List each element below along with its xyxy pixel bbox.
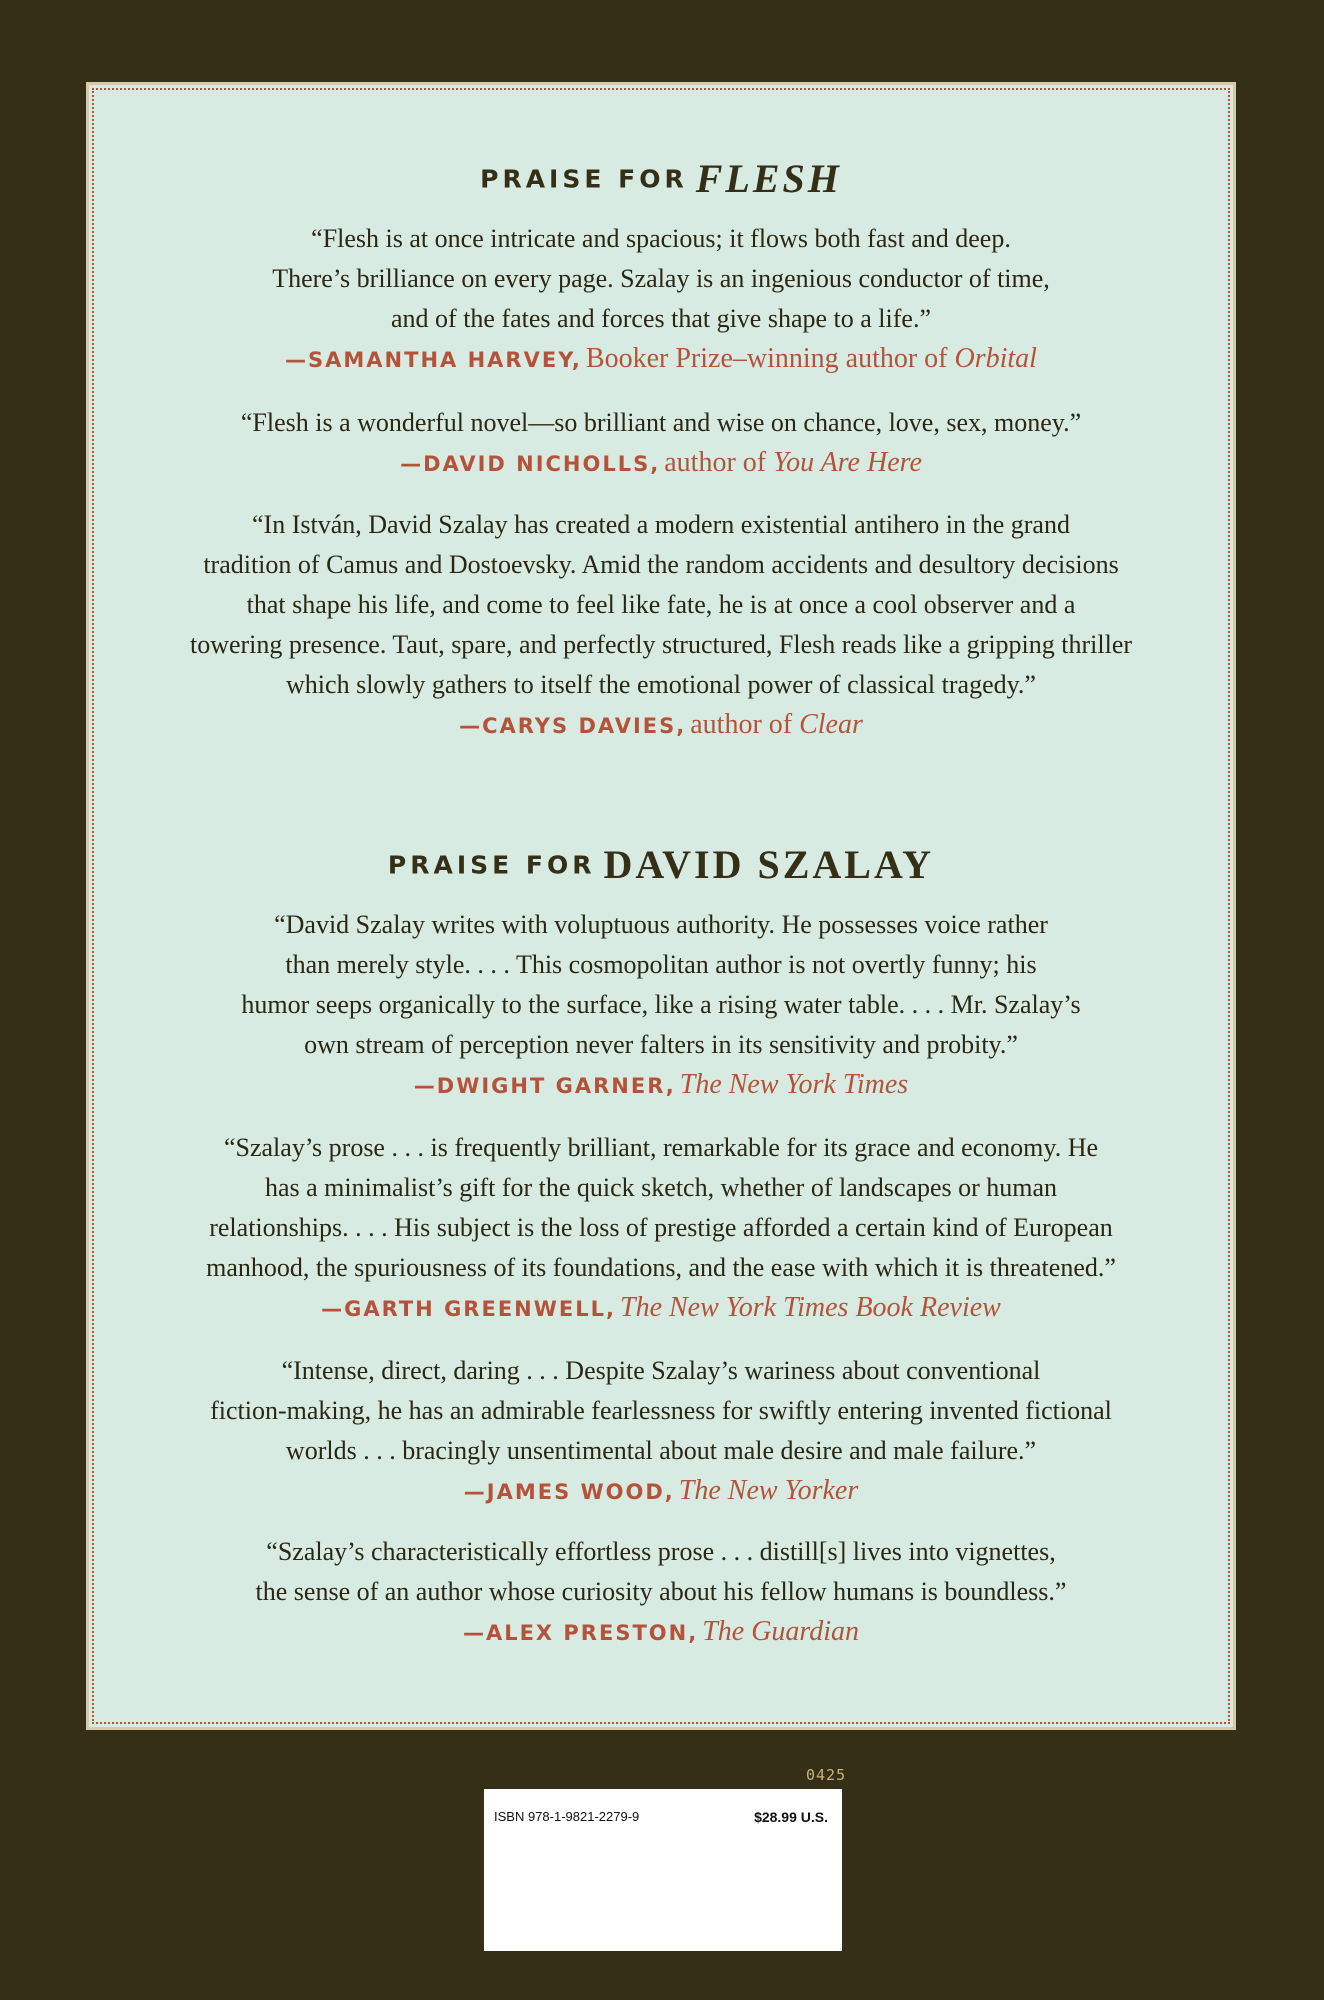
quote-text [89,1128,1233,1288]
quote-line: worlds . . . bracingly unsentimental about male desire and male failure.” [285,1436,1037,1465]
quote-text [89,1532,1233,1612]
quote-text [89,219,1233,339]
quote-block [89,219,1233,383]
quote-line: towering presence. Taut, spare, and perfectly structured, Flesh reads like a gripping thriller [189,630,1133,659]
reviewer-name: —CARYS DAVIES, [459,714,687,738]
reviewer-source [664,447,922,478]
reviewer-name: —ALEX PRESTON, [462,1621,699,1645]
quote-line: has a minimalist’s gift for the quick sketch, whether of landscapes or human [264,1173,1058,1202]
quote-line: “Flesh is at once intricate and spacious; it flows both fast and deep. [311,224,1011,253]
source-title: Clear [799,709,863,740]
quote-line: and of the fates and forces that give shape to a life.” [391,304,931,333]
isbn-label: ISBN 978-1-9821-2279-9 [494,1809,640,1824]
quote-line: manhood, the spuriousness of its foundations, and the ease with which it is threatened.” [206,1253,1116,1282]
quote-line: than merely style. . . . This cosmopolitan author is not overtly funny; his [285,950,1037,979]
quote-block [89,1128,1233,1332]
quote-attribution [89,443,1233,487]
reviewer-source [680,1069,908,1100]
quote-line: “In István, David Szalay has created a modern existential antihero in the grand [252,510,1070,539]
quote-line: “Szalay’s prose . . . is frequently brilliant, remarkable for its grace and economy. He [223,1133,1099,1162]
quote-line: tradition of Camus and Dostoevsky. Amid the random accidents and desultory decisions [203,550,1119,579]
praise-section-flesh [89,156,1233,201]
source-title: The New York Times Book Review [620,1292,1001,1323]
source-prefix: author of [664,447,767,478]
source-title: The New Yorker [678,1475,859,1506]
section-heading [89,156,1233,201]
source-title: The New York Times [679,1069,909,1100]
praise-section-author [89,842,1233,887]
reviewer-source [586,343,1037,374]
quote-line: own stream of perception never falters in its sensitivity and probity.” [304,1030,1018,1059]
reviewer-source [702,1616,859,1647]
reviewer-source [679,1475,858,1506]
quote-attribution [89,1471,1233,1515]
quote-line: “Intense, direct, daring . . . Despite Szalay’s wariness about conventional [281,1356,1041,1385]
quote-text [89,905,1233,1065]
quote-line: “Szalay’s characteristically effortless prose . . . distill[s] lives into vignettes, [266,1537,1056,1566]
heading-title: FLESH [695,156,842,201]
reviewer-name: —GARTH GREENWELL, [321,1297,616,1321]
heading-label: PRAISE FOR [387,850,596,880]
reviewer-name: —DAVID NICHOLLS, [400,452,661,476]
quote-attribution [89,339,1233,383]
reviewer-name: —SAMANTHA HARVEY, [285,348,582,372]
quote-attribution [89,1612,1233,1656]
quote-block [89,905,1233,1109]
quote-line: the sense of an author whose curiosity about his fellow humans is boundless.” [255,1577,1067,1606]
reviewer-source [690,709,863,740]
back-cover-panel [86,82,1236,1730]
source-title: Orbital [954,343,1037,374]
quote-attribution [89,1065,1233,1109]
price-label: $28.99 U.S. [754,1809,828,1825]
quote-block [89,403,1233,487]
heading-label: PRAISE FOR [480,164,688,194]
source-title: You Are Here [773,447,922,478]
heading-title: DAVID SZALAY [603,842,935,887]
source-prefix: Booker Prize–winning author of [585,343,948,374]
quote-line: relationships. . . . His subject is the loss of prestige afforded a certain kind of European [209,1213,1113,1242]
quote-line: “David Szalay writes with voluptuous authority. He possesses voice rather [274,910,1048,939]
quote-line: fiction-making, he has an admirable fearlessness for swiftly entering invented fictional [210,1396,1112,1425]
quote-text [89,505,1233,705]
quote-line: humor seeps organically to the surface, like a rising water table. . . . Mr. Szalay’s [241,990,1081,1019]
print-code: 0425 [806,1766,847,1784]
quote-line: There’s brilliance on every page. Szalay is an ingenious conductor of time, [272,264,1050,293]
quote-text [89,1351,1233,1471]
quote-text [89,403,1233,443]
quote-line: which slowly gathers to itself the emotional power of classical tragedy.” [286,670,1036,699]
source-prefix: author of [690,709,793,740]
reviewer-name: —JAMES WOOD, [463,1480,675,1504]
quote-block [89,1351,1233,1515]
quote-block [89,1532,1233,1656]
reviewer-source [620,1292,1001,1323]
reviewer-name: —DWIGHT GARNER, [413,1074,676,1098]
quote-line: that shape his life, and come to feel like fate, he is at once a cool observer and a [246,590,1076,619]
source-title: The Guardian [702,1616,860,1647]
quote-line: “Flesh is a wonderful novel—so brilliant and wise on chance, love, sex, money.” [240,408,1082,437]
barcode-box [484,1789,842,1951]
quote-attribution [89,1288,1233,1332]
quote-attribution [89,705,1233,749]
section-heading [89,842,1233,887]
quote-block [89,505,1233,749]
